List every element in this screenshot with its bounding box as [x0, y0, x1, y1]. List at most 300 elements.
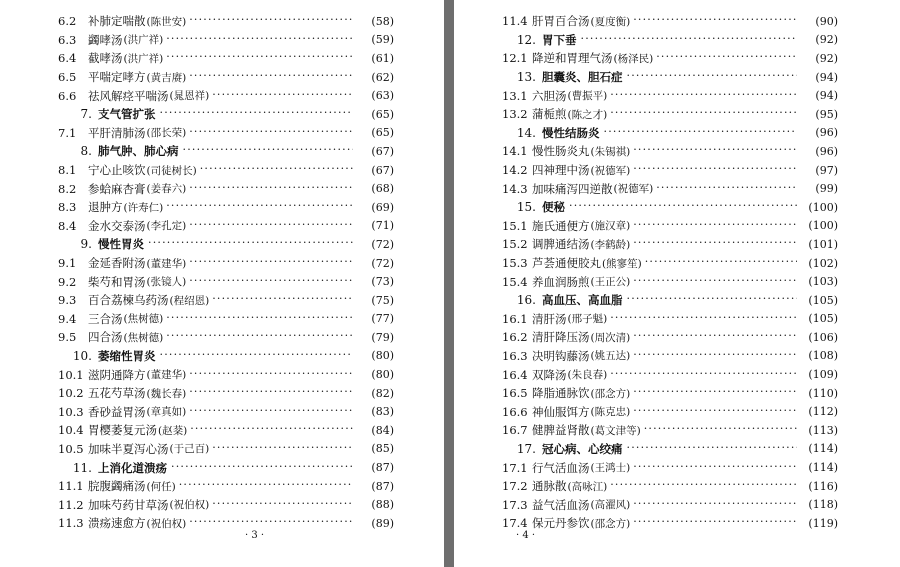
toc-chapter-row [502, 68, 838, 87]
dot-leader [633, 15, 797, 27]
toc-entry-row [502, 384, 838, 403]
toc-title: 金延香附汤 [88, 256, 146, 271]
toc-number: 7. [80, 107, 92, 122]
toc-title: 胃樱萎复元汤 [88, 423, 157, 438]
dot-leader [189, 220, 353, 232]
toc-number: 9.1 [58, 256, 77, 271]
dot-leader [171, 462, 353, 474]
toc-title: 慢性肠炎丸 [532, 144, 590, 159]
toc-page-ref: (100) [808, 219, 838, 233]
toc-entry-row [502, 105, 838, 124]
toc-title: 便秘 [542, 200, 565, 215]
toc-author: (姜春六) [146, 183, 187, 196]
toc-author: (焦树德) [123, 313, 164, 326]
dot-leader [656, 183, 797, 195]
toc-page-ref: (114) [808, 442, 838, 456]
toc-entry-row [58, 12, 394, 31]
toc-number: 10.4 [58, 423, 84, 438]
dot-leader [166, 313, 353, 325]
toc-author: (高咏江) [567, 480, 608, 493]
dot-leader [166, 34, 353, 46]
toc-entry-row [58, 514, 394, 533]
toc-number: 15.1 [502, 218, 528, 233]
toc-page-ref: (96) [815, 144, 838, 158]
toc-entry-row [58, 365, 394, 384]
toc-number: 7.1 [58, 125, 77, 140]
toc-number: 16.6 [502, 404, 528, 419]
toc-page-ref: (100) [808, 200, 838, 214]
toc-number: 16.1 [502, 311, 528, 326]
dot-leader [189, 276, 353, 288]
toc-author: (熊寥笙) [602, 257, 642, 270]
dot-leader [627, 443, 798, 455]
toc-author: (王鸿士) [590, 462, 631, 475]
toc-page-ref: (108) [808, 349, 838, 363]
right-page [454, 0, 900, 567]
toc-number: 16.2 [502, 330, 528, 345]
dot-leader [633, 276, 797, 288]
toc-chapter-row [58, 142, 394, 161]
toc-number: 11.3 [58, 516, 84, 531]
toc-entry-row [58, 495, 394, 514]
toc-page-ref: (68) [371, 182, 394, 196]
dot-leader [633, 164, 797, 176]
toc-entry-row [502, 495, 838, 514]
dot-leader [212, 294, 353, 306]
toc-title: 上消化道溃疡 [98, 460, 167, 475]
dot-leader [160, 350, 354, 362]
toc-page-ref: (73) [371, 275, 394, 289]
dot-leader [160, 108, 354, 120]
left-toc-list [58, 12, 394, 533]
toc-title: 胆囊炎、胆石症 [542, 70, 623, 85]
toc-page-ref: (90) [815, 14, 838, 28]
right-toc-list [502, 12, 838, 533]
toc-title: 蒲栀煎 [532, 107, 567, 122]
toc-title: 施氏通便方 [532, 218, 590, 233]
toc-author: (焦树德) [123, 331, 164, 344]
toc-number: 10.3 [58, 404, 84, 419]
toc-entry-row [58, 161, 394, 180]
toc-title: 支气管扩张 [98, 107, 156, 122]
toc-author: (洪广祥) [123, 34, 164, 47]
toc-entry-row [58, 31, 394, 50]
toc-chapter-row [502, 198, 838, 217]
toc-entry-row [502, 86, 838, 105]
toc-page-ref: (79) [371, 330, 394, 344]
toc-entry-row [502, 477, 838, 496]
toc-chapter-row [58, 458, 394, 477]
toc-number: 16.4 [502, 367, 528, 382]
toc-page-ref: (65) [371, 126, 394, 140]
dot-leader [633, 145, 797, 157]
dot-leader [633, 517, 797, 529]
toc-page-ref: (105) [808, 293, 838, 307]
toc-author: (赵棻) [158, 424, 188, 437]
toc-entry-row [58, 328, 394, 347]
toc-page-ref: (82) [371, 386, 394, 400]
toc-author: (曹振平) [567, 90, 608, 103]
toc-entry-row [502, 217, 838, 236]
toc-page-ref: (109) [808, 368, 838, 382]
toc-number: 11. [72, 460, 92, 475]
toc-number: 11.4 [502, 14, 528, 29]
toc-title: 慢性结肠炎 [542, 125, 600, 140]
toc-title: 芦荟通便胶丸 [532, 256, 601, 271]
toc-author: (邵念方) [590, 387, 631, 400]
toc-entry-row [58, 310, 394, 329]
toc-page-ref: (67) [371, 144, 394, 158]
toc-title: 六胆汤 [532, 88, 567, 103]
toc-number: 8.2 [58, 181, 77, 196]
dot-leader [189, 406, 353, 418]
dot-leader [656, 52, 797, 64]
toc-entry-row [58, 124, 394, 143]
dot-leader [200, 164, 353, 176]
toc-entry-row [58, 68, 394, 87]
toc-title: 肝胃百合汤 [532, 14, 590, 29]
toc-entry-row [502, 458, 838, 477]
toc-entry-row [502, 421, 838, 440]
toc-author: (章真如) [146, 406, 187, 419]
toc-number: 17.3 [502, 497, 528, 512]
toc-page-ref: (88) [371, 498, 394, 512]
toc-chapter-row [502, 440, 838, 459]
toc-number: 10. [72, 348, 92, 363]
toc-title: 截哮汤 [88, 51, 123, 66]
dot-leader [189, 71, 353, 83]
toc-page-ref: (69) [371, 200, 394, 214]
toc-author: (周次清) [590, 331, 631, 344]
toc-author: (洪广祥) [123, 52, 164, 65]
dot-leader [189, 183, 353, 195]
toc-page-ref: (116) [808, 479, 838, 493]
toc-entry-row [58, 477, 394, 496]
toc-number: 13.1 [502, 88, 528, 103]
toc-title: 宁心止咳饮 [88, 163, 146, 178]
toc-title: 香砂益胃汤 [88, 404, 146, 419]
toc-title: 健脾益肾散 [532, 423, 590, 438]
toc-page-ref: (80) [371, 368, 394, 382]
toc-number: 14.1 [502, 144, 528, 159]
dot-leader [645, 257, 797, 269]
toc-entry-row [502, 328, 838, 347]
toc-title: 胃下垂 [542, 32, 577, 47]
toc-page-ref: (59) [371, 33, 394, 47]
toc-title: 溃疡速愈方 [88, 516, 146, 531]
toc-title: 加味半夏泻心汤 [88, 441, 169, 456]
toc-number: 16.3 [502, 348, 528, 363]
toc-number: 12. [516, 32, 536, 47]
toc-title: 参蛤麻杏膏 [88, 181, 146, 196]
toc-page-ref: (72) [371, 256, 394, 270]
toc-author: (陈克忠) [590, 406, 631, 419]
toc-entry-row [58, 217, 394, 236]
dot-leader [212, 443, 353, 455]
toc-number: 14.3 [502, 181, 528, 196]
toc-title: 养血润肠煎 [532, 274, 590, 289]
toc-number: 8. [80, 144, 92, 159]
toc-title: 加味痛泻四逆散 [532, 181, 613, 196]
toc-author: (于己百) [169, 443, 210, 456]
toc-number: 13.2 [502, 107, 528, 122]
toc-number: 15.3 [502, 256, 528, 271]
toc-title: 冠心病、心绞痛 [542, 441, 623, 456]
toc-number: 14.2 [502, 163, 528, 178]
toc-author: (祝德军) [590, 164, 631, 177]
toc-entry-row [502, 49, 838, 68]
toc-title: 神仙服饵方 [532, 404, 590, 419]
toc-number: 16.7 [502, 423, 528, 438]
toc-number: 9. [80, 237, 92, 252]
toc-page-ref: (112) [808, 405, 838, 419]
toc-title: 平喘定哮方 [88, 70, 146, 85]
toc-chapter-row [58, 347, 394, 366]
toc-author: (施汉章) [590, 220, 631, 233]
toc-page-ref: (58) [371, 14, 394, 28]
toc-number: 14. [516, 125, 536, 140]
toc-page-ref: (94) [815, 70, 838, 84]
toc-page-ref: (95) [815, 107, 838, 121]
toc-author: (姚五达) [590, 350, 631, 363]
dot-leader [633, 387, 797, 399]
dot-leader [212, 499, 353, 511]
toc-number: 11.1 [58, 479, 84, 494]
toc-title: 补肺定喘散 [88, 14, 146, 29]
toc-author: (朱锡祺) [590, 145, 631, 158]
toc-author: (祝德军) [613, 183, 654, 196]
toc-number: 15. [516, 200, 536, 215]
toc-title: 萎缩性胃炎 [98, 348, 156, 363]
toc-number: 8.4 [58, 218, 77, 233]
toc-author: (祝伯权) [146, 517, 187, 530]
toc-number: 8.1 [58, 163, 77, 178]
dot-leader [190, 424, 353, 436]
toc-number: 15.2 [502, 237, 528, 252]
toc-author: (夏度衡) [590, 15, 631, 28]
page-gutter [444, 0, 454, 567]
toc-title: 慢性胃炎 [98, 237, 144, 252]
toc-author: (董建华) [146, 369, 187, 382]
toc-number: 6.4 [58, 51, 77, 66]
toc-page-ref: (92) [815, 33, 838, 47]
toc-entry-row [502, 514, 838, 533]
toc-number: 9.2 [58, 274, 77, 289]
toc-page-ref: (87) [371, 479, 394, 493]
toc-page-ref: (84) [371, 423, 394, 437]
dot-leader [610, 480, 797, 492]
toc-author: (祝伯权) [169, 499, 210, 512]
toc-page-ref: (105) [808, 312, 838, 326]
toc-entry-row [502, 142, 838, 161]
toc-author: (魏长春) [146, 387, 187, 400]
toc-number: 6.2 [58, 14, 77, 29]
toc-entry-row [58, 49, 394, 68]
toc-page-ref: (87) [371, 461, 394, 475]
toc-entry-row [502, 179, 838, 198]
toc-title: 通脉散 [532, 479, 567, 494]
toc-entry-row [58, 86, 394, 105]
toc-author: (高濯风) [590, 499, 631, 512]
toc-author: (董建华) [146, 257, 187, 270]
toc-page-ref: (114) [808, 461, 838, 475]
toc-title: 加味芍药甘草汤 [88, 497, 169, 512]
toc-chapter-row [58, 105, 394, 124]
toc-entry-row [58, 272, 394, 291]
toc-number: 15.4 [502, 274, 528, 289]
dot-leader [166, 201, 353, 213]
dot-leader [166, 331, 353, 343]
dot-leader [148, 238, 353, 250]
dot-leader [604, 127, 798, 139]
dot-leader [189, 257, 353, 269]
toc-title: 肺气肿、肺心病 [98, 144, 179, 159]
toc-author: (程绍恩) [169, 294, 210, 307]
toc-number: 9.4 [58, 311, 77, 326]
toc-chapter-row [502, 31, 838, 50]
toc-page-ref: (85) [371, 442, 394, 456]
toc-title: 益气活血汤 [532, 497, 590, 512]
dot-leader [644, 424, 797, 436]
toc-title: 蠲哮汤 [88, 32, 123, 47]
toc-number: 6.3 [58, 32, 77, 47]
toc-page-ref: (94) [815, 89, 838, 103]
dot-leader [633, 331, 797, 343]
toc-page-ref: (89) [371, 516, 394, 530]
toc-page-ref: (71) [371, 219, 394, 233]
toc-entry-row [58, 179, 394, 198]
toc-author: (邵念方) [590, 517, 631, 530]
dot-leader [569, 201, 797, 213]
toc-number: 6.6 [58, 88, 77, 103]
toc-entry-row [502, 161, 838, 180]
dot-leader [633, 499, 797, 511]
dot-leader [633, 462, 797, 474]
dot-leader [166, 52, 353, 64]
dot-leader [627, 294, 798, 306]
toc-page-ref: (99) [815, 182, 838, 196]
toc-page-ref: (67) [371, 163, 394, 177]
toc-page-ref: (101) [808, 237, 838, 251]
toc-title: 脘腹蠲痛汤 [88, 479, 146, 494]
toc-number: 13. [516, 70, 536, 85]
toc-entry-row [502, 272, 838, 291]
toc-title: 清肝降压汤 [532, 330, 590, 345]
toc-page-ref: (75) [371, 293, 394, 307]
dot-leader [627, 71, 798, 83]
toc-title: 祛风解痉平喘汤 [88, 88, 169, 103]
toc-author: (王正公) [590, 276, 631, 289]
dot-leader [183, 145, 354, 157]
dot-leader [633, 350, 797, 362]
toc-chapter-row [502, 291, 838, 310]
toc-title: 百合荔楝乌药汤 [88, 293, 169, 308]
toc-entry-row [58, 440, 394, 459]
toc-page-ref: (110) [808, 386, 838, 400]
toc-page-ref: (65) [371, 107, 394, 121]
toc-number: 6.5 [58, 70, 77, 85]
toc-number: 10.5 [58, 441, 84, 456]
dot-leader [610, 313, 797, 325]
toc-page-ref: (119) [808, 516, 838, 530]
toc-author: (李鹤龄) [590, 238, 631, 251]
toc-author: (邵长荣) [146, 127, 187, 140]
left-page [0, 0, 444, 567]
toc-number: 17.4 [502, 516, 528, 531]
toc-author: (许寿仁) [123, 201, 164, 214]
dot-leader [189, 15, 353, 27]
toc-number: 16. [516, 293, 536, 308]
toc-author: (张镜人) [146, 276, 187, 289]
toc-title: 柴芍和胃汤 [88, 274, 146, 289]
dot-leader [189, 517, 353, 529]
toc-title: 降脂通脉饮 [532, 386, 590, 401]
toc-title: 五花芍草汤 [88, 386, 146, 401]
toc-chapter-row [58, 235, 394, 254]
dot-leader [633, 220, 797, 232]
toc-number: 16.5 [502, 386, 528, 401]
toc-author: (何任) [146, 480, 176, 493]
toc-author: (陈世安) [146, 15, 187, 28]
toc-entry-row [58, 291, 394, 310]
toc-title: 清肝汤 [532, 311, 567, 326]
toc-title: 行气活血汤 [532, 460, 590, 475]
toc-entry-row [502, 402, 838, 421]
dot-leader [633, 406, 797, 418]
left-page-number: · 3 · [245, 530, 265, 541]
toc-title: 三合汤 [88, 311, 123, 326]
toc-page-ref: (63) [371, 89, 394, 103]
dot-leader [610, 90, 797, 102]
toc-page-ref: (96) [815, 126, 838, 140]
toc-author: (晁恩祥) [169, 90, 210, 103]
toc-number: 10.1 [58, 367, 84, 382]
dot-leader [610, 369, 797, 381]
toc-number: 12.1 [502, 51, 528, 66]
toc-entry-row [502, 347, 838, 366]
toc-entry-row [502, 12, 838, 31]
toc-title: 四神理中汤 [532, 163, 590, 178]
toc-page-ref: (83) [371, 405, 394, 419]
toc-title: 保元丹参饮 [532, 516, 590, 531]
toc-author: (黄吉赓) [146, 71, 187, 84]
toc-title: 金水交泰汤 [88, 218, 146, 233]
toc-page-ref: (113) [808, 423, 838, 437]
toc-entry-row [58, 198, 394, 217]
toc-number: 17.1 [502, 460, 528, 475]
toc-title: 退肿方 [88, 200, 123, 215]
toc-author: (杨泽民) [613, 52, 654, 65]
toc-page-ref: (102) [808, 256, 838, 270]
toc-page-ref: (80) [371, 349, 394, 363]
toc-chapter-row [502, 124, 838, 143]
toc-entry-row [58, 254, 394, 273]
toc-number: 17.2 [502, 479, 528, 494]
dot-leader [581, 34, 798, 46]
toc-title: 调脾通结汤 [532, 237, 590, 252]
toc-number: 11.2 [58, 497, 84, 512]
toc-page-ref: (61) [371, 51, 394, 65]
toc-author: (司徒树长) [146, 164, 197, 177]
toc-page-ref: (118) [808, 498, 838, 512]
toc-author: (葛文津等) [590, 424, 641, 437]
toc-author: (李孔定) [146, 220, 187, 233]
dot-leader [179, 480, 353, 492]
toc-entry-row [58, 384, 394, 403]
toc-author: (朱良春) [567, 369, 608, 382]
toc-title: 平肝清肺汤 [88, 125, 146, 140]
dot-leader [189, 127, 353, 139]
